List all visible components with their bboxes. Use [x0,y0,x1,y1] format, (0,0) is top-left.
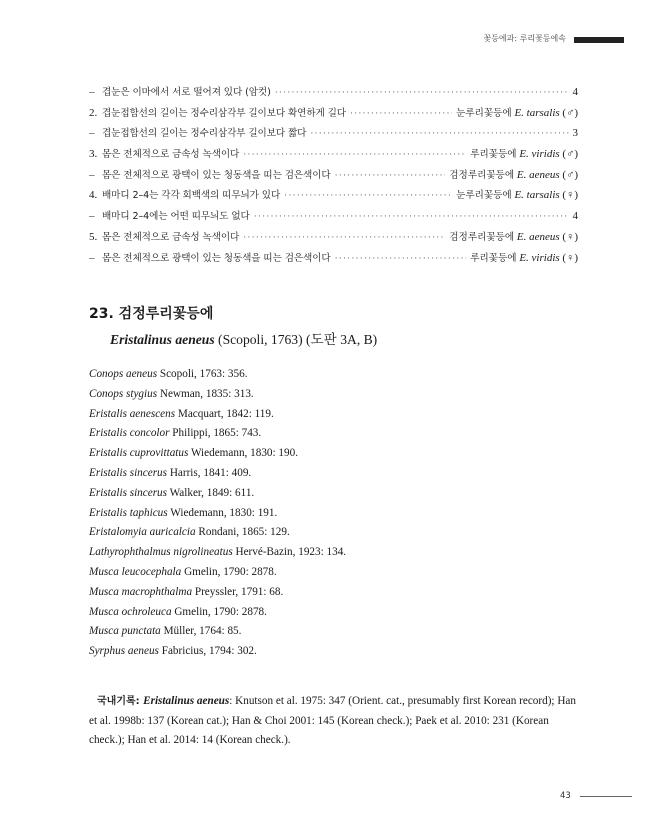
key-couplet-text: 겹눈접합선의 길이는 정수리삼각부 길이보다 짧다 [102,128,307,140]
key-result-tail: 4 [572,86,578,98]
key-result [573,86,579,98]
footer-rule [580,796,632,797]
synonym-entry [89,385,346,405]
synonym-name: Eristalis concolor [89,427,170,440]
key-couplet-marker: 2. [89,106,98,119]
key-result-tail: (♀) [562,189,578,202]
synonym-entry [89,543,346,563]
record-species: Eristalinus aeneus [143,695,230,708]
key-leader-dots [284,190,452,200]
synonym-entry [89,444,346,464]
synonym-name: Musca macrophthalma [89,585,193,598]
key-leader-dots [335,253,467,263]
key-row [89,105,578,126]
key-couplet-marker: 4. [89,189,98,202]
record-text: : Knutson et al. 1975: 347 (Orient. cat., presumably first Korean record); Han et al. 1998b: 137 (Korean cat.); Han & Choi 2001: 145 (Korean check.); Paek et al. 2010: 231 (Korean check.); Han et al. 2014: 14 (Korean check.). [89,695,576,747]
key-row [89,84,578,105]
synonym-citation: Fabricius, 1794: 302. [158,645,257,658]
synonym-citation: Macquart, 1842: 119. [175,407,274,420]
synonym-citation: Walker, 1849: 611. [167,486,255,499]
key-result-species: E. viridis [519,148,560,161]
synonym-citation: Müller, 1764: 85. [160,625,242,638]
synonym-citation: Wiedemann, 1830: 191. [167,506,278,519]
key-couplet-marker: – [89,86,95,98]
synonym-name: Eristalis aenescens [89,407,176,420]
key-row [89,208,578,229]
key-leader-dots [350,108,452,118]
key-result [573,127,579,139]
header-bar [574,37,624,43]
synonym-list [89,365,346,662]
synonym-name: Conops stygius [89,387,158,400]
synonym-citation: Wiedemann, 1830: 190. [188,447,298,460]
synonym-name: Musca leucocephala [89,565,182,578]
identification-key [89,84,578,270]
key-result [456,105,578,119]
key-result-tail: 3 [572,127,578,140]
key-couplet-text: 겹눈은 이마에서 서로 떨어져 있다 (암컷) [102,87,271,98]
synonym-citation: Hervé-Bazin, 1923: 134. [232,546,347,559]
korean-record-paragraph [89,692,581,751]
record-label: 국내기록: [97,696,144,708]
running-header: 꽃등에과: 루리꽃등에속 [483,34,566,43]
synonym-entry [89,622,346,642]
synonym-name: Musca ochroleuca [89,605,172,618]
key-result-species: E. aeneus [516,230,560,243]
key-result-korean-name: 눈루리꽃등에 [456,190,512,202]
synonym-entry [89,583,346,603]
synonym-name: Syrphus aeneus [89,645,159,658]
key-result-korean-name: 루리꽃등에 [470,149,517,161]
synonym-entry [89,603,346,623]
synonym-name: Eristalis sincerus [89,486,168,499]
synonym-citation: Gmelin, 1790: 2878. [181,565,277,578]
synonym-citation: Harris, 1841: 409. [167,466,252,479]
key-result-korean-name: 눈루리꽃등에 [456,107,512,119]
synonym-entry [89,484,346,504]
key-result-korean-name: 검정루리꽃등에 [449,169,515,181]
key-row [89,229,578,250]
synonym-name: Lathyrophthalmus nigrolineatus [89,546,233,559]
key-row [89,187,578,208]
key-result-species: E. viridis [519,251,560,264]
key-row [89,146,578,167]
key-couplet-text: 배마디 2–4에는 어떤 띠무늬도 없다 [102,211,250,223]
synonym-name: Musca punctata [89,625,161,638]
key-row [89,125,578,146]
key-result-species: E. aeneus [516,168,560,181]
synonym-entry [89,642,346,662]
species-authority: (Scopoli, 1763) (도판 3A, B) [214,332,378,347]
synonym-entry [89,405,346,425]
key-couplet-text: 몸은 전체적으로 금속성 녹색이다 [102,149,240,161]
key-result-species: E. tarsalis [514,106,560,119]
key-couplet-text: 몸은 전체적으로 금속성 녹색이다 [102,231,240,243]
key-couplet-text: 겹눈접합선의 길이는 정수리삼각부 길이보다 확연하게 길다 [102,107,346,119]
key-couplet-text: 배마디 2–4는 각각 회백색의 띠무늬가 있다 [102,190,281,202]
synonym-citation: Rondani, 1865: 129. [195,526,290,539]
species-binomial: Eristalinus aeneus [110,332,215,347]
synonym-citation: Scopoli, 1763: 356. [157,368,248,380]
key-result-tail: (♂) [562,148,578,161]
key-result-tail: (♂) [562,106,578,119]
key-result-tail: (♀) [562,251,578,264]
synonym-citation: Philippi, 1865: 743. [169,427,262,440]
species-heading: 23. 검정루리꽃등에 [89,306,214,322]
key-result-korean-name: 루리꽃등에 [470,252,517,264]
key-row [89,167,578,188]
key-leader-dots [243,232,445,242]
synonym-citation: Newman, 1835: 313. [157,387,254,400]
synonym-entry [89,424,346,444]
synonym-citation: Preyssler, 1791: 68. [192,585,284,598]
synonym-name: Eristalis sincerus [89,466,168,479]
key-couplet-marker: 5. [89,230,98,243]
key-result [449,229,578,243]
synonym-entry [89,523,346,543]
key-result-species: E. tarsalis [514,189,560,202]
synonym-entry [89,563,346,583]
key-couplet-text: 몸은 전체적으로 광택이 있는 청동색을 띠는 검은색이다 [102,169,331,181]
key-leader-dots [254,211,569,221]
key-couplet-marker: – [89,210,95,223]
synonym-entry [89,464,346,484]
key-result-korean-name: 검정루리꽃등에 [449,231,515,243]
synonym-name: Conops aeneus [89,368,158,380]
synonym-entry [89,365,346,385]
key-leader-dots [275,87,569,97]
key-row [89,250,578,271]
key-result [449,167,578,181]
key-leader-dots [335,170,446,180]
synonym-name: Eristalomyia auricalcia [89,526,196,539]
key-result-tail: (♀) [562,230,578,243]
synonym-entry [89,504,346,524]
key-couplet-marker: – [89,168,95,181]
key-result-tail: 4 [572,210,578,223]
key-result [470,146,578,160]
synonym-name: Eristalis taphicus [89,506,168,519]
key-result-tail: (♂) [562,168,578,181]
key-leader-dots [243,149,466,159]
key-couplet-text: 몸은 전체적으로 광택이 있는 청동색을 띠는 검은색이다 [102,252,331,264]
key-couplet-marker: – [89,127,95,140]
synonym-citation: Gmelin, 1790: 2878. [171,605,267,618]
page-number: 43 [560,791,571,801]
species-scientific-name [110,328,377,348]
key-leader-dots [310,128,568,138]
key-result [470,250,578,264]
key-result [573,210,579,222]
synonym-name: Eristalis cuprovittatus [89,447,189,460]
key-couplet-marker: – [89,251,95,264]
key-couplet-marker: 3. [89,148,98,161]
key-result [456,187,578,201]
